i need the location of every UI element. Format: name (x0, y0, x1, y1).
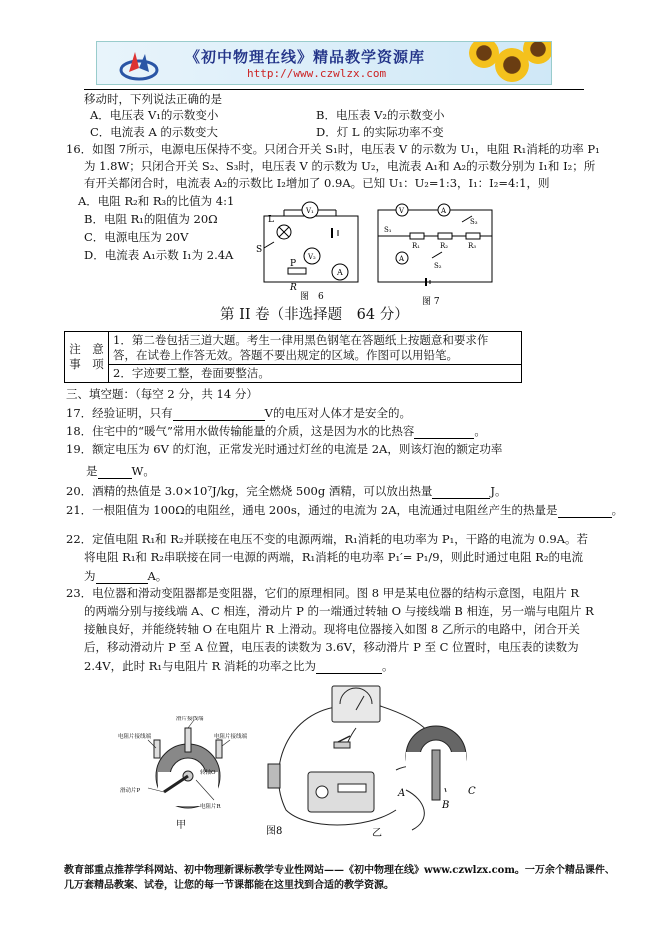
fig6-label-v2: V₂ (308, 253, 316, 261)
footer-line-1: 教育部重点推荐学科网站、初中物理新课标教学专业性网站——《初中物理在线》www.czwlzx.com。一万余个精品课件、 (64, 865, 615, 876)
q19-line-1: 19．额定电压为 6V 的灯泡，正常发光时通过灯丝的电流是 2A，则该灯泡的额定功率 (66, 442, 503, 456)
q22-line-3 (84, 567, 167, 584)
notice-item-1a: 1．第二卷包括三道大题。考生一律用黑色钢笔在答题纸上按题意和要求作 (113, 333, 489, 347)
q23-text-a: 2.4V，此时 R₁与电阻片 R 消耗的功率之比为 (84, 659, 316, 673)
q16-option-c: C．电源电压为 20V (84, 230, 189, 244)
notice-item-1b: 答，在试卷上作答无效。答题不要出规定的区域。作图可以用铅笔。 (113, 348, 458, 362)
figure-6-circuit (252, 196, 362, 300)
fill-heading: 三、填空题：（每空 2 分，共 14 分） (66, 387, 258, 401)
q18-blank[interactable] (414, 422, 474, 439)
q17-text-b: V的电压对人体才是安全的。 (264, 406, 411, 420)
fig7-label-s2: S₂ (434, 262, 442, 270)
header-rule (84, 89, 584, 90)
switch-icon (334, 742, 350, 748)
q21-text-b: 。 (611, 503, 624, 517)
fig8-yi-label-c: C (468, 786, 476, 797)
figure-8-caption: 图8 (266, 826, 283, 837)
figure-7-circuit (372, 202, 500, 308)
q23-line-2: 的两端分别与接线端 A、C 相连，滑动片 P 的一端通过转轴 O 与接线端 B 相连，另一端与电阻片 R (84, 604, 594, 618)
fig8-jia-label-r-terminal-right: 电阻片接线端 (214, 734, 248, 740)
q23-text-b: 。 (382, 659, 394, 673)
q19-line-2 (86, 462, 155, 479)
figure-8-caption-yi: 乙 (372, 828, 382, 839)
q16-option-d: D．电流表 A₁示数 I₁为 2.4A (84, 248, 234, 262)
q20-text-b: J。 (490, 484, 507, 498)
fig7-label-r2: R₂ (440, 242, 449, 250)
fig8-yi-label-b: B (442, 800, 450, 811)
site-logo-icon (119, 48, 159, 82)
notice-table (64, 331, 522, 383)
q17-text-a: 17．经验证明，只有 (66, 406, 173, 420)
q22-line-1: 22．定值电阻 R₁和 R₂并联接在电压不变的电源两端，R₁消耗的电功率为 P₁，干路的电流为 0.9A。若 (66, 532, 588, 546)
part-2-title: 第 II 卷（非选择题 64 分） (220, 307, 409, 323)
q15-option-b: B．电压表 V₂的示数变小 (316, 108, 445, 122)
fig7-label-r3: R₃ (468, 242, 477, 250)
q23-blank[interactable] (316, 657, 382, 674)
q18-text-b: 。 (474, 424, 486, 438)
q19-blank[interactable] (98, 462, 132, 479)
q16-line-1: 16．如图 7所示，电源电压保持不变。只闭合开关 S₁时，电压表 V 的示数为 U₁，电阻 R₁消耗的功率 P₁ (66, 142, 600, 156)
voltmeter-icon (332, 686, 380, 722)
q17-blank[interactable] (173, 404, 265, 421)
fig7-label-a: A (399, 255, 405, 263)
notice-label-2: 事 项 (69, 357, 104, 371)
q16-line-3: 有开关都闭合时，电流表 A₂的示数比 I₂增加了 0.9A。已知 U₁：U₂=1:3，I₁：I₂=4:1，则 (84, 176, 550, 190)
q16-option-b: B．电阻 R₁的阻值为 20Ω (84, 212, 218, 226)
q16-option-a: A．电阻 R₂和 R₃的比值为 4:1 (78, 194, 235, 208)
fig8-yi-label-a: A (398, 788, 406, 799)
q15-option-a: A．电压表 V₁的示数变小 (90, 108, 219, 122)
figure-6-caption: 图 6 (300, 292, 324, 300)
q23-line-4: 后，移动滑动片 P 至 A 位置，电压表的读数为 3.6V，移动滑片 P 至 C 位置时，电压表的读数为 (84, 640, 579, 654)
q19-text-c: W。 (131, 464, 155, 478)
q21 (66, 501, 623, 518)
q18 (66, 422, 486, 439)
q22-blank[interactable] (96, 567, 148, 584)
footer-line-2: 几万套精品教案、试卷，让您的每一节课都能在这里找到合适的教学资源。 (64, 880, 394, 891)
fig7-label-s1: S₁ (384, 226, 392, 234)
notice-item-2: 2．字迹要工整，卷面要整洁。 (109, 365, 522, 383)
q17 (66, 404, 411, 421)
q20-text-a: 20．酒精的热值是 3.0×10⁷J/kg，完全燃烧 500g 酒精，可以放出热量 (66, 484, 433, 498)
fig7-label-v: V (399, 207, 405, 215)
q18-text-a: 18．住宅中的“暖气”常用水做传输能量的介质，这是因为水的比热容 (66, 424, 415, 438)
figure-8-yi-circuit (246, 680, 504, 840)
banner-url[interactable]: http://www.czwlzx.com (247, 67, 387, 80)
resistor-r1-icon (268, 764, 280, 788)
fig6-label-r: R (290, 283, 297, 293)
q23-line-1: 23．电位器和滑动变阻器都是变阻器，它们的原理相同。图 8 甲是某电位器的结构示意图，电阻片 R (66, 586, 580, 600)
q15-option-c: C．电流表 A 的示数变大 (90, 125, 218, 139)
q19-text-b: 是 (86, 464, 98, 478)
q15-option-d: D．灯 L 的实际功率不变 (316, 125, 444, 139)
fig6-label-s: S (256, 245, 263, 255)
fig6-label-p: P (290, 259, 297, 269)
fig8-jia-label-r-terminal-left: 电阻片接线端 (118, 734, 152, 740)
q20-blank[interactable] (432, 482, 490, 499)
fig8-jia-label-slider: 滑动片P (120, 788, 141, 794)
fig6-label-l: L (268, 215, 274, 225)
fig8-jia-label-resistor: 电阻片R (200, 804, 221, 810)
fig6-label-a: A (337, 268, 343, 277)
q16-line-2: 为 1.8W；只闭合开关 S₂、S₃时，电压表 V 的示数为 U₂，电流表 A₁和 A₂的示数分别为 I₁和 I₂；所 (84, 159, 596, 173)
banner-title: 《初中物理在线》精品教学资源库 (185, 48, 426, 66)
figure-8-caption-jia: 甲 (176, 820, 186, 831)
fig6-label-v1: V₁ (306, 207, 314, 215)
q20 (66, 482, 507, 499)
fig7-label-a1: A (441, 207, 447, 215)
q21-text-a: 21．一根阻值为 100Ω的电阻丝，通电 200s，通过的电流为 2A，电流通过电阻丝产生的热量是 (66, 503, 558, 517)
header-banner (96, 41, 552, 85)
fig8-jia-label-shaft: 转轴O (200, 770, 216, 776)
q21-blank[interactable] (558, 501, 612, 518)
notice-label-1: 注 意 (69, 342, 104, 356)
q22-line-2: 将电阻 R₁和 R₂串联接在同一电源的两端，R₁消耗的电功率 P₁′= P₁/9，则此时通过电阻 R₂的电流 (84, 550, 583, 564)
q23-line-3: 接触良好，并能绕转轴 O 在电阻片 R 上滑动。现将电位器接入如图 8 乙所示的电路中，闭合开关 (84, 622, 580, 636)
fig7-label-r1: R₁ (412, 242, 421, 250)
q22-text-b: A。 (147, 569, 168, 583)
figure-8-jia-potentiometer (118, 716, 258, 832)
q23-line-5 (84, 657, 394, 674)
q22-text-a: 为 (84, 569, 96, 583)
fig8-jia-label-shaft-terminal: 滑片接线端 (176, 716, 204, 722)
q15-stem: 移动时，下列说法正确的是 (84, 92, 222, 106)
figure-7-caption: 图 7 (422, 297, 440, 307)
fig7-label-s3: S₃ (470, 218, 478, 226)
